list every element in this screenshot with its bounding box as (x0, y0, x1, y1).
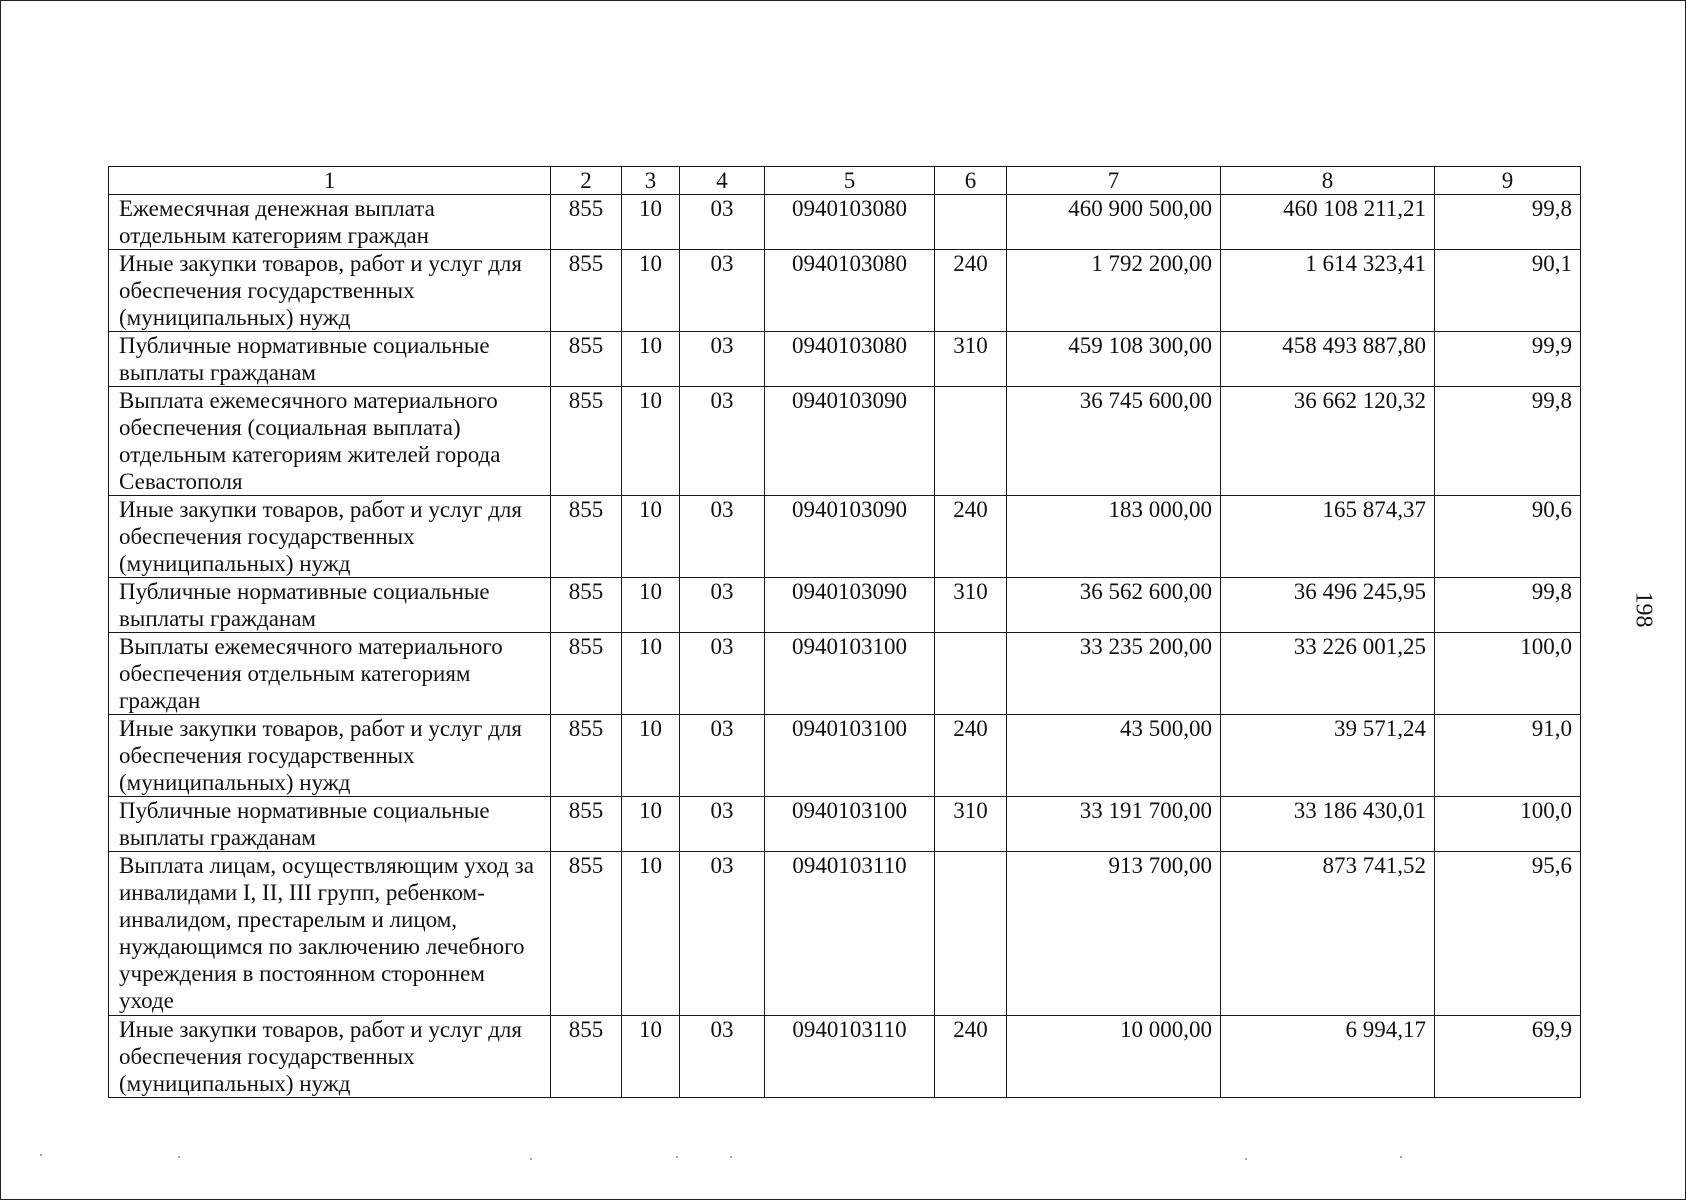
col5-cell: 0940103100 (765, 797, 935, 852)
col2-cell: 855 (551, 578, 622, 633)
table-row (109, 250, 1581, 332)
col8-cell: 36 662 120,32 (1221, 387, 1435, 496)
col4-cell: 03 (680, 496, 765, 578)
col6-cell: 240 (935, 1016, 1007, 1098)
row-name-cell: Иные закупки товаров, работ и услуг для обеспечения государственных (муниципальных) нужд (109, 250, 551, 332)
col9-cell: 99,8 (1435, 195, 1581, 250)
col6-cell: 310 (935, 332, 1007, 387)
table-row (109, 715, 1581, 797)
col5-cell: 0940103090 (765, 496, 935, 578)
row-name-cell: Публичные нормативные социальные выплаты гражданам (109, 578, 551, 633)
col6-cell: 240 (935, 715, 1007, 797)
col7-cell: 36 745 600,00 (1007, 387, 1221, 496)
col3-cell: 10 (622, 715, 680, 797)
table-body (109, 195, 1581, 1098)
col3-cell: 10 (622, 332, 680, 387)
col4-cell: 03 (680, 578, 765, 633)
table-row (109, 797, 1581, 852)
table-row (109, 496, 1581, 578)
col7-cell: 459 108 300,00 (1007, 332, 1221, 387)
col8-cell: 39 571,24 (1221, 715, 1435, 797)
col9-cell: 99,8 (1435, 578, 1581, 633)
row-name-cell: Публичные нормативные социальные выплаты гражданам (109, 332, 551, 387)
col3-cell: 10 (622, 852, 680, 1016)
col9-cell: 91,0 (1435, 715, 1581, 797)
scan-specks (0, 1150, 1686, 1170)
budget-table (108, 166, 1581, 1098)
col6-cell (935, 852, 1007, 1016)
col7-cell: 1 792 200,00 (1007, 250, 1221, 332)
col9-cell: 100,0 (1435, 797, 1581, 852)
col3-cell: 10 (622, 797, 680, 852)
col7-cell: 33 235 200,00 (1007, 633, 1221, 715)
col5-cell: 0940103090 (765, 578, 935, 633)
col4-cell: 03 (680, 332, 765, 387)
page-number: 198 (1630, 591, 1657, 628)
row-name-cell: Выплаты ежемесячного материального обеспечения отдельным категориям граждан (109, 633, 551, 715)
col2-cell: 855 (551, 852, 622, 1016)
col8-cell: 458 493 887,80 (1221, 332, 1435, 387)
col2-cell: 855 (551, 332, 622, 387)
header-cell: 9 (1435, 167, 1581, 195)
col5-cell: 0940103080 (765, 250, 935, 332)
col9-cell: 90,6 (1435, 496, 1581, 578)
col7-cell: 36 562 600,00 (1007, 578, 1221, 633)
col2-cell: 855 (551, 1016, 622, 1098)
col2-cell: 855 (551, 633, 622, 715)
col4-cell: 03 (680, 387, 765, 496)
col3-cell: 10 (622, 250, 680, 332)
row-name-cell: Иные закупки товаров, работ и услуг для обеспечения государственных (муниципальных) нужд (109, 1016, 551, 1098)
col3-cell: 10 (622, 1016, 680, 1098)
table-row (109, 195, 1581, 250)
col5-cell: 0940103110 (765, 852, 935, 1016)
table-row (109, 578, 1581, 633)
row-name-cell: Ежемесячная денежная выплата отдельным категориям граждан (109, 195, 551, 250)
col8-cell: 165 874,37 (1221, 496, 1435, 578)
col5-cell: 0940103080 (765, 332, 935, 387)
col5-cell: 0940103090 (765, 387, 935, 496)
col3-cell: 10 (622, 496, 680, 578)
row-name-cell: Публичные нормативные социальные выплаты гражданам (109, 797, 551, 852)
col5-cell: 0940103080 (765, 195, 935, 250)
col2-cell: 855 (551, 797, 622, 852)
header-cell: 1 (109, 167, 551, 195)
col4-cell: 03 (680, 852, 765, 1016)
header-cell: 2 (551, 167, 622, 195)
col8-cell: 36 496 245,95 (1221, 578, 1435, 633)
col4-cell: 03 (680, 195, 765, 250)
col9-cell: 95,6 (1435, 852, 1581, 1016)
col3-cell: 10 (622, 387, 680, 496)
col8-cell: 33 226 001,25 (1221, 633, 1435, 715)
col3-cell: 10 (622, 578, 680, 633)
col7-cell: 33 191 700,00 (1007, 797, 1221, 852)
row-name-cell: Выплата ежемесячного материального обеспечения (социальная выплата) отдельным категориям жителей города Севастополя (109, 387, 551, 496)
table-row (109, 1016, 1581, 1098)
header-cell: 8 (1221, 167, 1435, 195)
col4-cell: 03 (680, 715, 765, 797)
col4-cell: 03 (680, 633, 765, 715)
col8-cell: 6 994,17 (1221, 1016, 1435, 1098)
col8-cell: 873 741,52 (1221, 852, 1435, 1016)
col2-cell: 855 (551, 195, 622, 250)
col9-cell: 99,9 (1435, 332, 1581, 387)
header-cell: 5 (765, 167, 935, 195)
col8-cell: 33 186 430,01 (1221, 797, 1435, 852)
row-name-cell: Иные закупки товаров, работ и услуг для обеспечения государственных (муниципальных) нужд (109, 715, 551, 797)
header-cell: 7 (1007, 167, 1221, 195)
col6-cell: 310 (935, 578, 1007, 633)
header-cell: 3 (622, 167, 680, 195)
col6-cell (935, 633, 1007, 715)
col6-cell (935, 387, 1007, 496)
table-row (109, 332, 1581, 387)
col6-cell: 240 (935, 496, 1007, 578)
col3-cell: 10 (622, 195, 680, 250)
col5-cell: 0940103100 (765, 715, 935, 797)
col8-cell: 460 108 211,21 (1221, 195, 1435, 250)
header-cell: 4 (680, 167, 765, 195)
col7-cell: 183 000,00 (1007, 496, 1221, 578)
col3-cell: 10 (622, 633, 680, 715)
col2-cell: 855 (551, 715, 622, 797)
table-row (109, 852, 1581, 1016)
col7-cell: 913 700,00 (1007, 852, 1221, 1016)
row-name-cell: Выплата лицам, осуществляющим уход за инвалидами I, II, III групп, ребенком-инвалидом, престарелым и лицом, нуждающимся по заключению лечебного учреждения в постоянном стороннем уходе (109, 852, 551, 1016)
col6-cell: 240 (935, 250, 1007, 332)
col4-cell: 03 (680, 797, 765, 852)
col9-cell: 100,0 (1435, 633, 1581, 715)
table-row (109, 633, 1581, 715)
col6-cell: 310 (935, 797, 1007, 852)
col9-cell: 69,9 (1435, 1016, 1581, 1098)
col6-cell (935, 195, 1007, 250)
col2-cell: 855 (551, 250, 622, 332)
col7-cell: 10 000,00 (1007, 1016, 1221, 1098)
row-name-cell: Иные закупки товаров, работ и услуг для обеспечения государственных (муниципальных) нужд (109, 496, 551, 578)
col9-cell: 90,1 (1435, 250, 1581, 332)
col2-cell: 855 (551, 496, 622, 578)
col4-cell: 03 (680, 250, 765, 332)
table-row (109, 387, 1581, 496)
col7-cell: 460 900 500,00 (1007, 195, 1221, 250)
col2-cell: 855 (551, 387, 622, 496)
col5-cell: 0940103110 (765, 1016, 935, 1098)
col5-cell: 0940103100 (765, 633, 935, 715)
header-cell: 6 (935, 167, 1007, 195)
col8-cell: 1 614 323,41 (1221, 250, 1435, 332)
col9-cell: 99,8 (1435, 387, 1581, 496)
col7-cell: 43 500,00 (1007, 715, 1221, 797)
header-row (109, 167, 1581, 195)
col4-cell: 03 (680, 1016, 765, 1098)
